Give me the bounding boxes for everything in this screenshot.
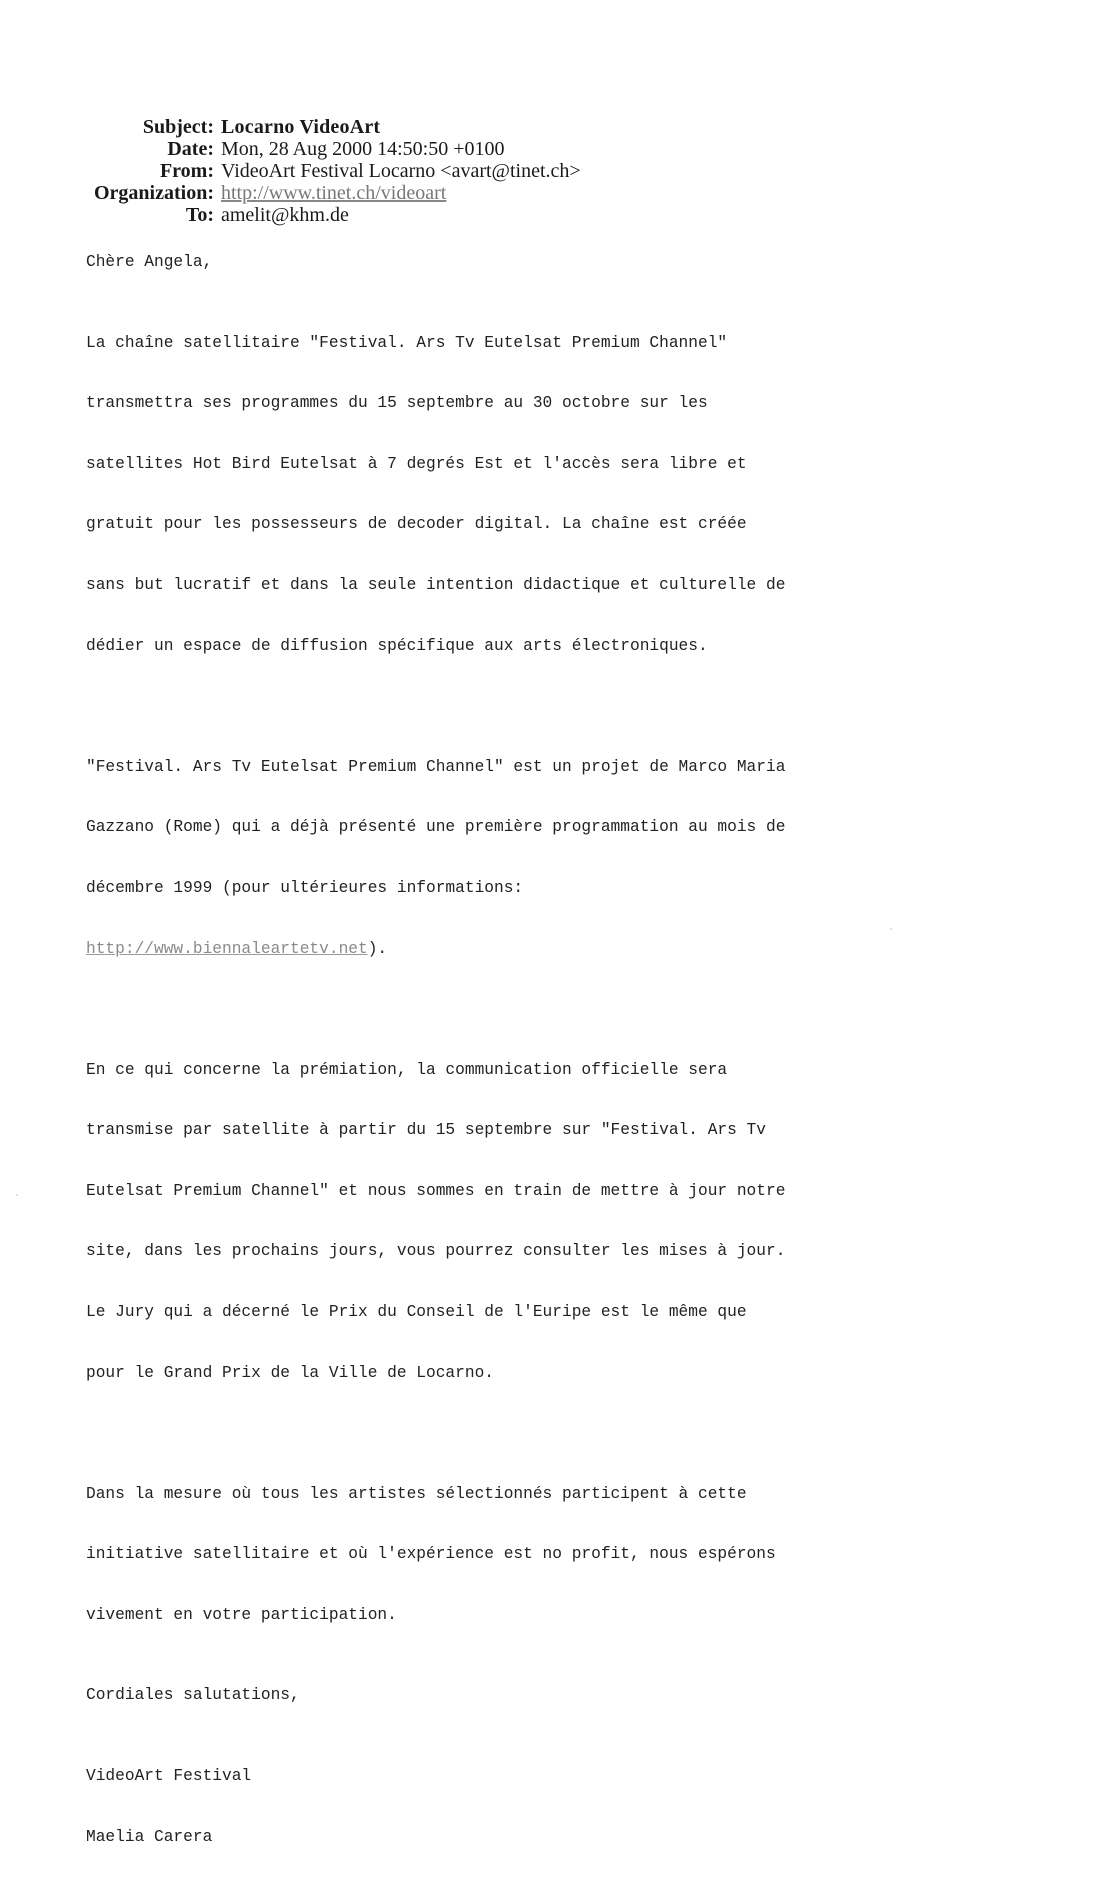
link-trailing-text: ). xyxy=(367,939,388,958)
to-row xyxy=(84,204,581,226)
signature-line: VideoArt Festival xyxy=(86,1767,252,1786)
body-line-with-link xyxy=(86,939,906,959)
to-label: To: xyxy=(185,204,214,226)
organization-row xyxy=(84,182,581,204)
subject-row xyxy=(84,116,581,138)
subject-label: Subject: xyxy=(142,116,214,138)
date-value: Mon, 28 Aug 2000 14:50:50 +0100 xyxy=(221,138,505,160)
biennale-link[interactable]: http://www.biennaleartetv.net xyxy=(86,939,368,958)
organization-link[interactable]: http://www.tinet.ch/videoart xyxy=(221,182,447,204)
from-label: From: xyxy=(159,160,214,182)
scan-speck xyxy=(890,928,892,930)
paragraph-3 xyxy=(86,1019,906,1423)
subject-value: Locarno VideoArt xyxy=(221,116,381,138)
paragraph-4 xyxy=(86,1443,906,1665)
body-line: satellites Hot Bird Eutelsat à 7 degrés Est et l'accès sera libre et xyxy=(86,454,747,473)
signature xyxy=(86,1726,906,1887)
body-line: La chaîne satellitaire "Festival. Ars Tv Eutelsat Premium Channel" xyxy=(86,333,728,352)
closing: Cordiales salutations, xyxy=(86,1686,300,1705)
body-line: dédier un espace de diffusion spécifique aux arts électroniques. xyxy=(86,636,708,655)
greeting: Chère Angela, xyxy=(86,253,213,271)
body-line: vivement en votre participation. xyxy=(86,1605,397,1624)
body-line: Gazzano (Rome) qui a déjà présenté une première programmation au mois de xyxy=(86,818,786,837)
date-label: Date: xyxy=(167,138,214,160)
body-line: Dans la mesure où tous les artistes sélectionnés participent à cette xyxy=(86,1484,747,1503)
from-row xyxy=(84,160,581,182)
email-body xyxy=(86,252,906,1887)
body-line: Eutelsat Premium Channel" et nous sommes en train de mettre à jour notre xyxy=(86,1181,786,1200)
body-line: Le Jury qui a décerné le Prix du Conseil de l'Euripe est le même que xyxy=(86,1302,747,1321)
body-line: transmise par satellite à partir du 15 septembre sur "Festival. Ars Tv xyxy=(86,1121,766,1140)
body-line: site, dans les prochains jours, vous pourrez consulter les mises à jour. xyxy=(86,1242,786,1261)
body-line: gratuit pour les possesseurs de decoder digital. La chaîne est créée xyxy=(86,515,747,534)
signature-line: Maelia Carera xyxy=(86,1827,213,1846)
body-line: initiative satellitaire et où l'expérience est no profit, nous espérons xyxy=(86,1545,776,1564)
body-line: sans but lucratif et dans la seule intention didactique et culturelle de xyxy=(86,576,786,595)
email-header xyxy=(84,116,581,226)
date-row xyxy=(84,138,581,160)
body-line: transmettra ses programmes du 15 septembre au 30 octobre sur les xyxy=(86,394,708,413)
scan-speck xyxy=(16,1194,18,1196)
body-line: pour le Grand Prix de la Ville de Locarno. xyxy=(86,1363,494,1382)
paragraph-1 xyxy=(86,292,906,696)
body-line: "Festival. Ars Tv Eutelsat Premium Channel" est un projet de Marco Maria xyxy=(86,757,786,776)
paragraph-2 xyxy=(86,716,906,999)
organization-label: Organization: xyxy=(94,182,214,204)
body-line: En ce qui concerne la prémiation, la communication officielle sera xyxy=(86,1060,728,1079)
to-value: amelit@khm.de xyxy=(221,204,349,226)
body-line: décembre 1999 (pour ultérieures informations: xyxy=(86,878,524,897)
from-value: VideoArt Festival Locarno <avart@tinet.ch> xyxy=(221,160,581,182)
